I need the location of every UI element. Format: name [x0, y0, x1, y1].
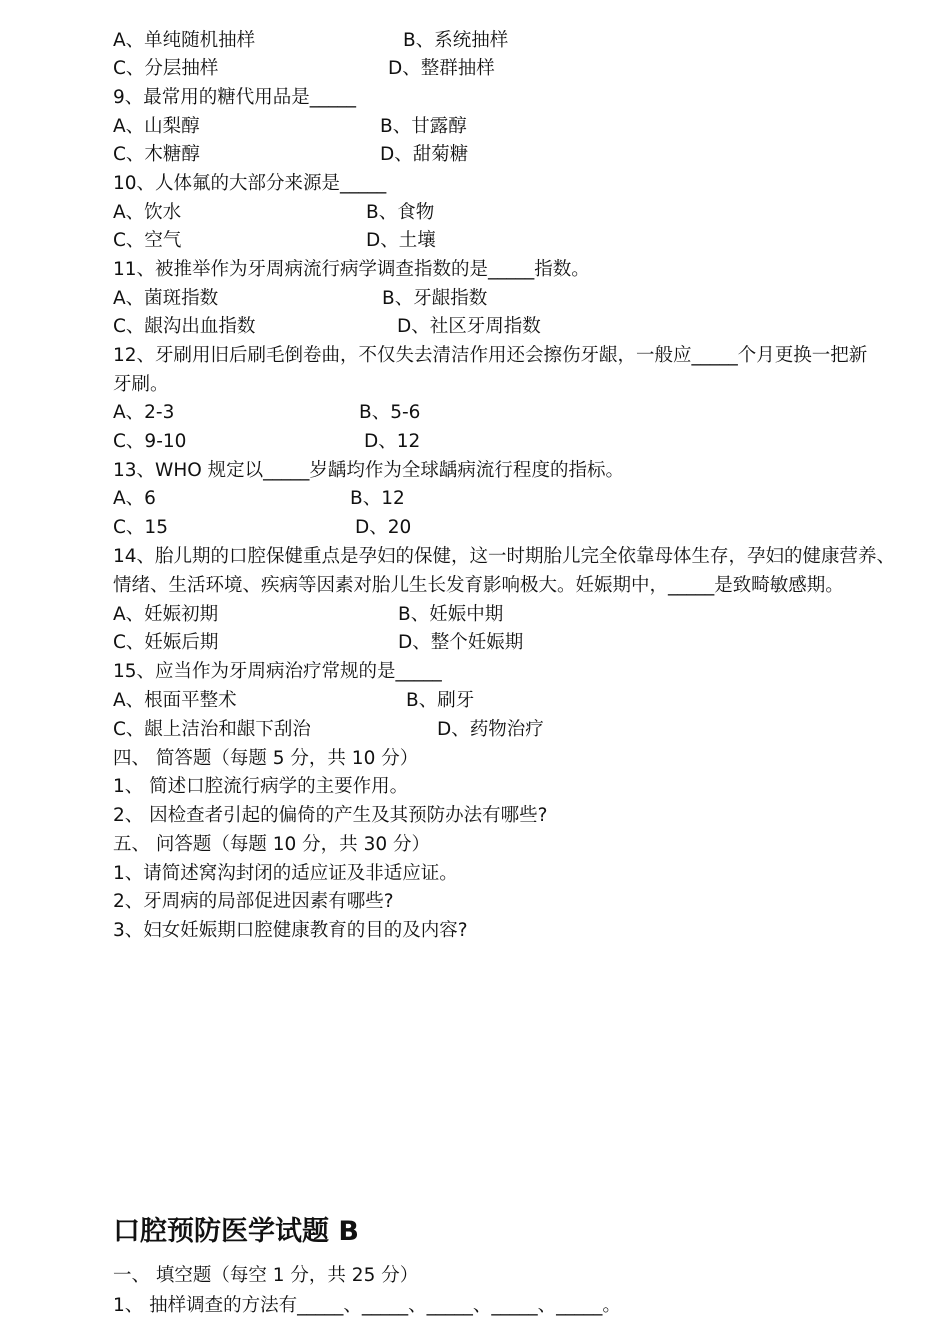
q8-option-d: D、整群抽样 — [388, 58, 495, 79]
q8-option-b: B、系统抽样 — [403, 30, 509, 51]
q12-stem-line1: 12、牙刷用旧后刷毛倒卷曲，不仅失去清洁作用还会擦伤牙龈，一般应_____个月更换一把新 — [113, 345, 868, 366]
q15-option-c: C、龈上洁治和龈下刮治 — [113, 719, 311, 740]
q13-option-b: B、12 — [350, 488, 405, 509]
section5-question-3: 3、妇女妊娠期口腔健康教育的目的及内容? — [113, 920, 468, 941]
q10-stem: 10、人体氟的大部分来源是_____ — [113, 173, 387, 194]
q12-option-a: A、2-3 — [113, 402, 175, 423]
paper-b-title: 口腔预防医学试题 B — [113, 1216, 359, 1247]
q9-option-c: C、木糖醇 — [113, 144, 200, 165]
q13-option-a: A、6 — [113, 488, 156, 509]
q14-option-b: B、妊娠中期 — [398, 604, 504, 625]
q12-option-c: C、9-10 — [113, 431, 187, 452]
section4-question-1: 1、 简述口腔流行病学的主要作用。 — [113, 776, 409, 797]
paper-b-section1-heading: 一、 填空题（每空 1 分，共 25 分） — [113, 1265, 419, 1286]
q10-option-d: D、土壤 — [366, 230, 436, 251]
q13-stem: 13、WHO 规定以_____岁龋均作为全球龋病流行程度的指标。 — [113, 460, 624, 481]
q12-stem-line2: 牙刷。 — [113, 374, 169, 395]
q15-option-b: B、刷牙 — [406, 690, 475, 711]
q15-option-d: D、药物治疗 — [437, 719, 544, 740]
q11-option-a: A、菌斑指数 — [113, 288, 219, 309]
q13-option-d: D、20 — [355, 517, 412, 538]
q8-option-a: A、单纯随机抽样 — [113, 30, 256, 51]
section5-heading: 五、 问答题（每题 10 分，共 30 分） — [113, 834, 430, 855]
q8-option-c: C、分层抽样 — [113, 58, 219, 79]
q11-stem: 11、被推举作为牙周病流行病学调查指数的是_____指数。 — [113, 259, 590, 280]
q11-option-b: B、牙龈指数 — [382, 288, 488, 309]
q12-option-d: D、12 — [364, 431, 421, 452]
q10-option-a: A、饮水 — [113, 202, 182, 223]
q15-stem: 15、应当作为牙周病治疗常规的是_____ — [113, 661, 442, 682]
q11-option-c: C、龈沟出血指数 — [113, 316, 256, 337]
q14-option-c: C、妊娠后期 — [113, 632, 219, 653]
q9-stem: 9、最常用的糖代用品是_____ — [113, 87, 357, 108]
section5-question-2: 2、牙周病的局部促进因素有哪些? — [113, 891, 394, 912]
q9-option-b: B、甘露醇 — [380, 116, 467, 137]
q12-option-b: B、5-6 — [359, 402, 421, 423]
q13-option-c: C、15 — [113, 517, 168, 538]
section4-question-2: 2、 因检查者引起的偏倚的产生及其预防办法有哪些? — [113, 805, 548, 826]
q9-option-d: D、甜菊糖 — [380, 144, 469, 165]
paper-b-question-1: 1、 抽样调查的方法有_____、_____、_____、_____、_____。 — [113, 1295, 621, 1316]
q14-option-d: D、整个妊娠期 — [398, 632, 524, 653]
q14-option-a: A、妊娠初期 — [113, 604, 219, 625]
q10-option-c: C、空气 — [113, 230, 182, 251]
q10-option-b: B、食物 — [366, 202, 435, 223]
section4-heading: 四、 简答题（每题 5 分，共 10 分） — [113, 748, 419, 769]
q14-stem-line1: 14、胎儿期的口腔保健重点是孕妇的保健，这一时期胎儿完全依靠母体生存，孕妇的健康营养、 — [113, 546, 896, 567]
q9-option-a: A、山梨醇 — [113, 116, 200, 137]
q15-option-a: A、根面平整术 — [113, 690, 237, 711]
section5-question-1: 1、请简述窝沟封闭的适应证及非适应证。 — [113, 863, 458, 884]
q11-option-d: D、社区牙周指数 — [397, 316, 541, 337]
q14-stem-line2: 情绪、生活环境、疾病等因素对胎儿生长发育影响极大。妊娠期中，_____是致畸敏感期。 — [113, 575, 844, 596]
